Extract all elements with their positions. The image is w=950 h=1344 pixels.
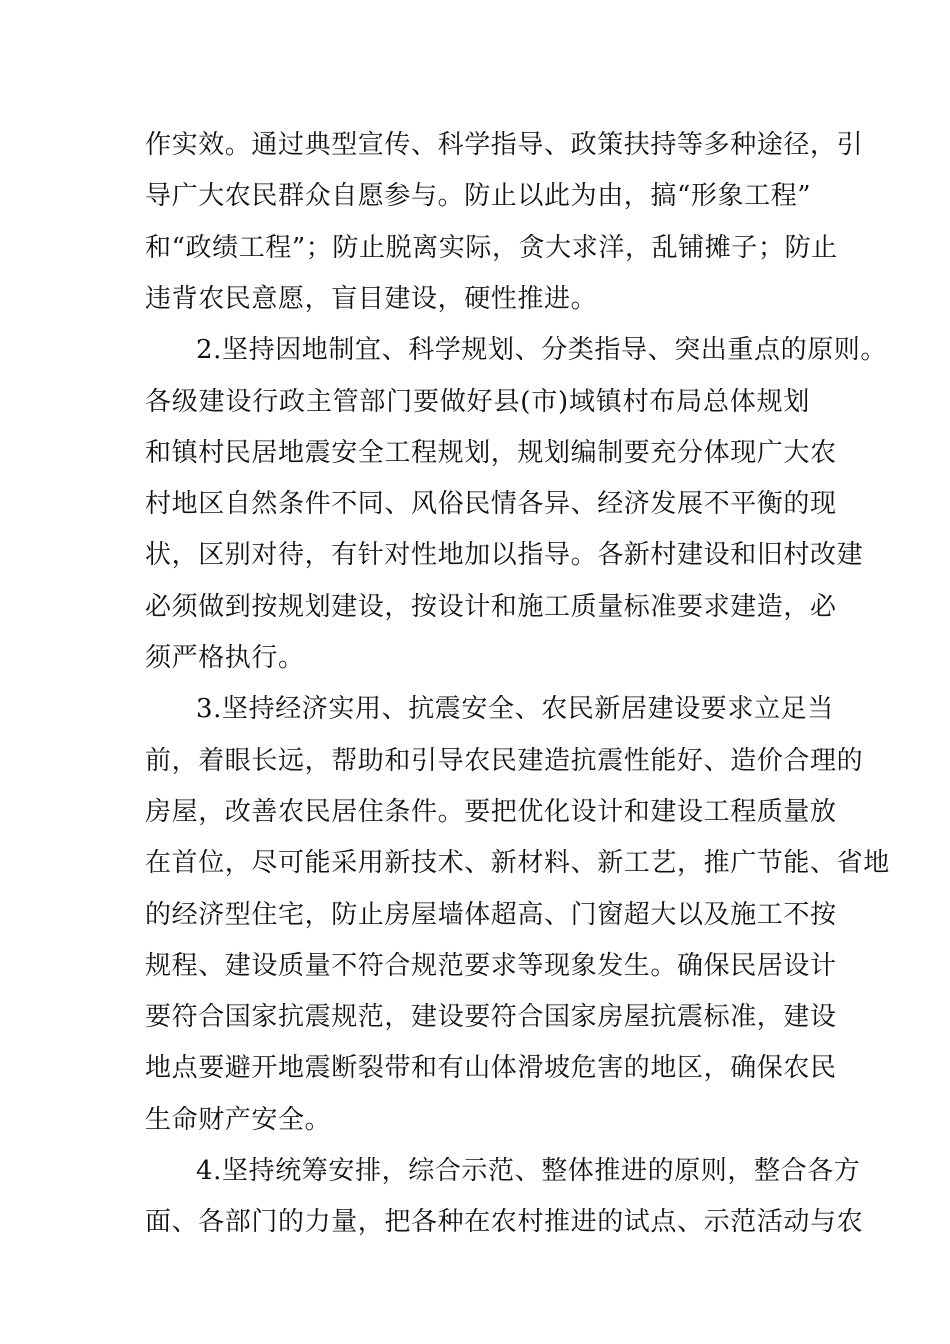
text-line: 状，区别对待，有针对性地加以指导。各新村建设和旧村改建	[145, 540, 864, 570]
text-line: 违背农民意愿，盲目建设，硬性推进。	[145, 284, 598, 314]
text-line: 在首位，尽可能采用新技术、新材料、新工艺，推广节能、省地	[145, 848, 890, 878]
text-line: 导广大农民群众自愿参与。防止以此为由，搞“形象工程”	[145, 181, 812, 211]
text-line: 面、各部门的力量，把各种在农村推进的试点、示范活动与农	[145, 1207, 864, 1237]
text-line: 和“政绩工程”；防止脱离实际，贪大求洋，乱铺摊子；防止	[145, 233, 838, 263]
text-line: 各级建设行政主管部门要做好县(市)域镇村布局总体规划	[145, 387, 810, 417]
paragraph-3-heading: 3.坚持经济实用、抗震安全、农民新居建设要求立足当	[196, 694, 834, 724]
text-line: 生命财产安全。	[145, 1105, 332, 1135]
text-line: 前，着眼长远，帮助和引导农民建造抗震性能好、造价合理的	[145, 746, 864, 776]
paragraph-2-heading: 2.坚持因地制宜、科学规划、分类指导、突出重点的原则。	[196, 335, 888, 365]
text-line: 房屋，改善农民居住条件。要把优化设计和建设工程质量放	[145, 797, 837, 827]
text-line: 规程、建设质量不符合规范要求等现象发生。确保民居设计	[145, 951, 837, 981]
text-line: 地点要避开地震断裂带和有山体滑坡危害的地区，确保农民	[145, 1053, 837, 1083]
text-line: 的经济型住宅，防止房屋墙体超高、门窗超大以及施工不按	[145, 900, 837, 930]
text-line: 必须做到按规划建设，按设计和施工质量标准要求建造，必	[145, 592, 837, 622]
text-line: 须严格执行。	[145, 643, 305, 673]
text-line: 要符合国家抗震规范，建设要符合国家房屋抗震标准，建设	[145, 1002, 837, 1032]
text-line: 作实效。通过典型宣传、科学指导、政策扶持等多种途径，引	[145, 130, 864, 160]
text-line: 和镇村民居地震安全工程规划，规划编制要充分体现广大农	[145, 438, 837, 468]
paragraph-4-heading: 4.坚持统筹安排，综合示范、整体推进的原则，整合各方	[196, 1156, 861, 1186]
text-line: 村地区自然条件不同、风俗民情各异、经济发展不平衡的现	[145, 489, 837, 519]
